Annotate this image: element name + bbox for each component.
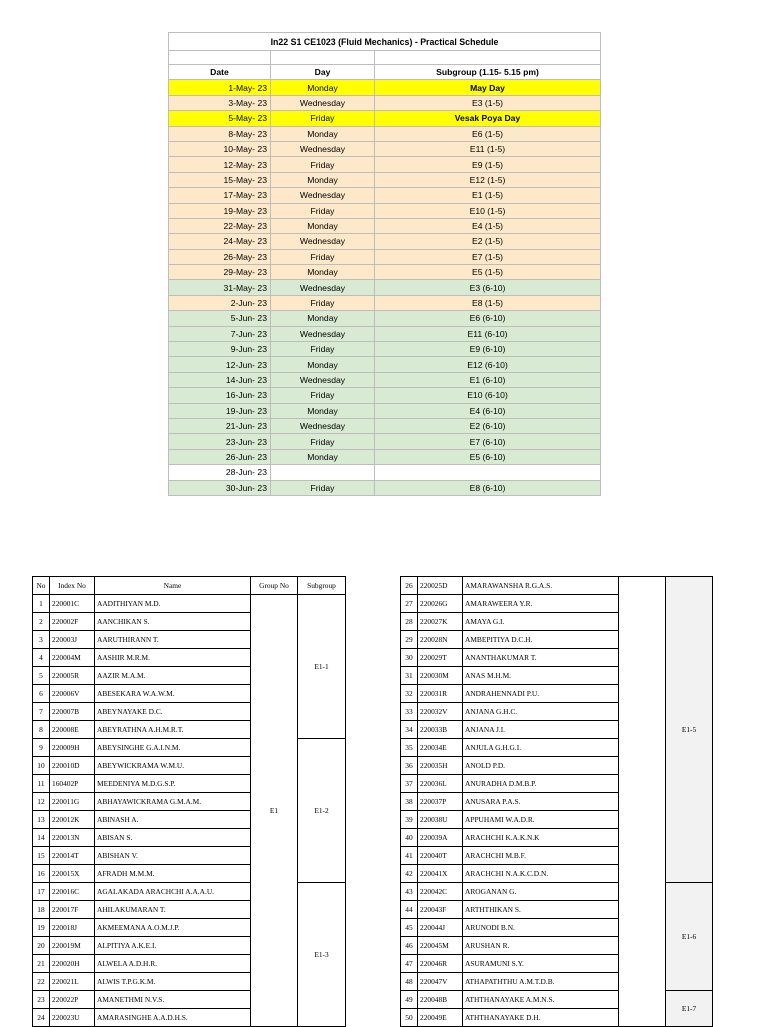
schedule-subgroup: E5 (1-5) [375,265,601,280]
student-list-left [32,576,346,1027]
student-name: ARTHTHIKAN S. [463,901,619,919]
student-name: ANURADHA D.M.B.P. [463,775,619,793]
student-no: 29 [401,631,418,649]
schedule-day: Wednesday [271,141,375,156]
student-index: 220041X [418,865,463,883]
student-index: 220015X [50,865,95,883]
student-no: 40 [401,829,418,847]
student-index: 220005R [50,667,95,685]
schedule-date: 14-Jun- 23 [169,372,271,387]
student-no: 39 [401,811,418,829]
schedule-date: 5-May- 23 [169,111,271,126]
schedule-date: 2-Jun- 23 [169,295,271,310]
student-name: ARUSHAN R. [463,937,619,955]
schedule-date: 24-May- 23 [169,234,271,249]
student-name: ANOLD P.D. [463,757,619,775]
student-name: AMAYA G.I. [463,613,619,631]
schedule-day: Friday [271,295,375,310]
schedule-subgroup: E8 (6-10) [375,480,601,495]
student-index: 220018J [50,919,95,937]
schedule-subgroup: E9 (6-10) [375,342,601,357]
student-no: 37 [401,775,418,793]
student-index: 220037P [418,793,463,811]
student-index: 220049E [418,1009,463,1027]
schedule-day: Friday [271,434,375,449]
schedule-subgroup: E2 (1-5) [375,234,601,249]
schedule-subgroup: E10 (6-10) [375,388,601,403]
student-index: 220014T [50,847,95,865]
schedule-subgroup: May Day [375,80,601,95]
student-no: 32 [401,685,418,703]
student-no: 4 [33,649,50,667]
student-index: 220027K [418,613,463,631]
student-list-right [400,576,713,1027]
schedule-date: 21-Jun- 23 [169,418,271,433]
schedule-date: 9-Jun- 23 [169,342,271,357]
schedule-day: Friday [271,342,375,357]
schedule-row [169,141,601,156]
student-index: 220013N [50,829,95,847]
student-name: MEEDENIYA M.D.G.S.P. [95,775,251,793]
schedule-subgroup: E1 (6-10) [375,372,601,387]
student-no: 23 [33,991,50,1009]
student-index: 220048B [418,991,463,1009]
student-no: 27 [401,595,418,613]
student-name: ARACHCHI M.B.F. [463,847,619,865]
student-name: ABISHAN V. [95,847,251,865]
student-name: AHILAKUMARAN T. [95,901,251,919]
subgroup-cell: E1-6 [666,883,713,991]
group-header: Group No [251,577,298,595]
schedule-day: Wednesday [271,418,375,433]
student-name: ABESEKARA W.A.W.M. [95,685,251,703]
student-row [33,595,346,613]
student-index: 220031R [418,685,463,703]
student-index: 220007B [50,703,95,721]
student-index: 220021L [50,973,95,991]
student-no: 44 [401,901,418,919]
schedule-subgroup: E10 (1-5) [375,203,601,218]
student-name: ATHTHANAYAKE A.M.N.S. [463,991,619,1009]
student-no: 36 [401,757,418,775]
index-header: Index No [50,577,95,595]
schedule-date: 26-Jun- 23 [169,449,271,464]
student-no: 22 [33,973,50,991]
student-index: 220046R [418,955,463,973]
schedule-title: In22 S1 CE1023 (Fluid Mechanics) - Practical Schedule [169,33,601,51]
schedule-date: 12-May- 23 [169,157,271,172]
student-index: 220006V [50,685,95,703]
schedule-day: Monday [271,357,375,372]
schedule-date: 8-May- 23 [169,126,271,141]
schedule-row [169,218,601,233]
student-index: 220045M [418,937,463,955]
schedule-day: Monday [271,218,375,233]
schedule-day: Wednesday [271,372,375,387]
schedule-row [169,449,601,464]
schedule-date: 29-May- 23 [169,265,271,280]
schedule-day: Monday [271,172,375,187]
student-name: ASURAMUNI S.Y. [463,955,619,973]
student-name: AADITHIYAN M.D. [95,595,251,613]
student-no: 7 [33,703,50,721]
schedule-day: Monday [271,449,375,464]
schedule-day: Friday [271,388,375,403]
schedule-row [169,403,601,418]
schedule-day: Wednesday [271,188,375,203]
student-index: 220012K [50,811,95,829]
schedule-row [169,311,601,326]
group-no-cell [619,577,666,1027]
schedule-row [169,418,601,433]
schedule-date: 1-May- 23 [169,80,271,95]
student-no: 48 [401,973,418,991]
student-no: 9 [33,739,50,757]
student-name: AKMEEMANA A.O.M.J.P. [95,919,251,937]
student-index: 220039A [418,829,463,847]
schedule-day: Monday [271,80,375,95]
student-no: 1 [33,595,50,613]
student-no: 6 [33,685,50,703]
student-no: 11 [33,775,50,793]
schedule-date: 26-May- 23 [169,249,271,264]
student-name: ANUSARA P.A.S. [463,793,619,811]
student-name: ATHAPATHTHU A.M.T.D.B. [463,973,619,991]
student-no: 33 [401,703,418,721]
schedule-subgroup: E9 (1-5) [375,157,601,172]
student-index: 220017F [50,901,95,919]
schedule-day: Wednesday [271,326,375,341]
student-name: AMARASINGHE A.A.D.H.S. [95,1009,251,1027]
student-index: 160402P [50,775,95,793]
student-no: 41 [401,847,418,865]
subgroup-header: Subgroup (1.15- 5.15 pm) [375,65,601,80]
schedule-day: Monday [271,311,375,326]
subgroup-cell: E1-7 [666,991,713,1027]
student-index: 220003J [50,631,95,649]
student-name: ANAS M.H.M. [463,667,619,685]
student-name: AFRADH M.M.M. [95,865,251,883]
student-index: 220042C [418,883,463,901]
student-no: 38 [401,793,418,811]
schedule-day: Monday [271,265,375,280]
student-name: ABEYSINGHE G.A.I.N.M. [95,739,251,757]
student-name: ABHAYAWICKRAMA G.M.A.M. [95,793,251,811]
schedule-date: 12-Jun- 23 [169,357,271,372]
schedule-row [169,234,601,249]
student-name: AMANETHMI N.V.S. [95,991,251,1009]
student-name: ATHTHANAYAKE D.H. [463,1009,619,1027]
student-name: APPUHAMI W.A.D.R. [463,811,619,829]
student-no: 12 [33,793,50,811]
student-index: 220035H [418,757,463,775]
schedule-subgroup: E7 (1-5) [375,249,601,264]
student-name: ALWELA A.D.H.R. [95,955,251,973]
student-row [401,883,713,901]
student-index: 220028N [418,631,463,649]
subgroup-cell: E1-3 [298,883,346,1027]
student-no: 10 [33,757,50,775]
student-index: 220009H [50,739,95,757]
schedule-date: 23-Jun- 23 [169,434,271,449]
student-index: 220036L [418,775,463,793]
schedule-row [169,357,601,372]
schedule-day: Friday [271,203,375,218]
schedule-date: 28-Jun- 23 [169,465,271,480]
schedule-subgroup: E6 (6-10) [375,311,601,326]
schedule-day: Friday [271,249,375,264]
student-no: 20 [33,937,50,955]
student-no: 24 [33,1009,50,1027]
schedule-subgroup: E11 (1-5) [375,141,601,156]
schedule-row [169,203,601,218]
student-index: 220026G [418,595,463,613]
student-name: ANANTHAKUMAR T. [463,649,619,667]
student-no: 43 [401,883,418,901]
day-header: Day [271,65,375,80]
student-index: 220022P [50,991,95,1009]
schedule-day: Friday [271,480,375,495]
student-no: 35 [401,739,418,757]
student-index: 220010D [50,757,95,775]
schedule-date: 30-Jun- 23 [169,480,271,495]
student-index: 220038U [418,811,463,829]
student-no: 26 [401,577,418,595]
schedule-row [169,280,601,295]
student-list-header [33,577,346,595]
schedule-day: Monday [271,403,375,418]
student-no: 18 [33,901,50,919]
student-row [33,739,346,757]
schedule-subgroup: E3 (6-10) [375,280,601,295]
schedule-subgroup: E3 (1-5) [375,95,601,110]
student-name: AMARAWEERA Y.R. [463,595,619,613]
schedule-day: Friday [271,157,375,172]
subgroup-header: Subgroup [298,577,346,595]
subgroup-cell: E1-5 [666,577,713,883]
schedule-subgroup: E4 (6-10) [375,403,601,418]
student-index: 220040T [418,847,463,865]
schedule-subgroup: E5 (6-10) [375,449,601,464]
schedule-row [169,372,601,387]
student-no: 2 [33,613,50,631]
student-index: 220025D [418,577,463,595]
student-no: 3 [33,631,50,649]
schedule-date: 10-May- 23 [169,141,271,156]
student-name: AROGANAN G. [463,883,619,901]
schedule-subgroup: E12 (6-10) [375,357,601,372]
name-header: Name [95,577,251,595]
student-name: ABISAN S. [95,829,251,847]
schedule-row [169,126,601,141]
student-list-right-body [401,577,713,1027]
student-no: 30 [401,649,418,667]
student-no: 47 [401,955,418,973]
student-index: 220047V [418,973,463,991]
student-no: 49 [401,991,418,1009]
student-name: AANCHIKAN S. [95,613,251,631]
student-name: ABEYNAYAKE D.C. [95,703,251,721]
subgroup-cell: E1-1 [298,595,346,739]
schedule-date: 17-May- 23 [169,188,271,203]
student-index: 220019M [50,937,95,955]
no-header: No [33,577,50,595]
student-no: 17 [33,883,50,901]
student-name: ANJANA G.H.C. [463,703,619,721]
student-name: ABEYRATHNA A.H.M.R.T. [95,721,251,739]
student-no: 45 [401,919,418,937]
student-index: 220043F [418,901,463,919]
schedule-date: 5-Jun- 23 [169,311,271,326]
student-index: 220001C [50,595,95,613]
student-no: 46 [401,937,418,955]
schedule-day: Wednesday [271,234,375,249]
schedule-row [169,295,601,310]
student-index: 220011G [50,793,95,811]
student-name: ABINASH A. [95,811,251,829]
group-no-cell: E1 [251,595,298,1027]
schedule-day: Monday [271,126,375,141]
schedule-subgroup: E7 (6-10) [375,434,601,449]
student-no: 31 [401,667,418,685]
student-index: 220008E [50,721,95,739]
student-name: ANDRAHENNADI P.U. [463,685,619,703]
student-no: 15 [33,847,50,865]
schedule-row [169,388,601,403]
schedule-row [169,172,601,187]
student-index: 220034E [418,739,463,757]
schedule-date: 3-May- 23 [169,95,271,110]
schedule-row [169,434,601,449]
schedule-date: 19-Jun- 23 [169,403,271,418]
student-no: 8 [33,721,50,739]
student-no: 5 [33,667,50,685]
student-index: 220002F [50,613,95,631]
student-name: ARACHCHI K.A.K.N.K [463,829,619,847]
student-name: AARUTHIRANN T. [95,631,251,649]
student-name: AAZIR M.A.M. [95,667,251,685]
schedule-row [169,95,601,110]
schedule-row [169,111,601,126]
student-index: 220044J [418,919,463,937]
schedule-subgroup: E1 (1-5) [375,188,601,203]
student-row [401,991,713,1009]
student-row [33,883,346,901]
schedule-subgroup: E11 (6-10) [375,326,601,341]
schedule-row [169,188,601,203]
schedule-subgroup [375,465,601,480]
schedule-blank-row [169,51,601,65]
schedule-row [169,480,601,495]
student-index: 220016C [50,883,95,901]
schedule-date: 31-May- 23 [169,280,271,295]
student-index: 220004M [50,649,95,667]
schedule-date: 22-May- 23 [169,218,271,233]
student-no: 50 [401,1009,418,1027]
schedule-subgroup: E2 (6-10) [375,418,601,433]
student-name: ABEYWICKRAMA W.M.U. [95,757,251,775]
student-name: AMARAWANSHA R.G.A.S. [463,577,619,595]
student-no: 42 [401,865,418,883]
student-name: ALPITIYA A.K.E.I. [95,937,251,955]
schedule-subgroup: E12 (1-5) [375,172,601,187]
student-name: ALWIS T.P.G.K.M. [95,973,251,991]
schedule-date: 15-May- 23 [169,172,271,187]
schedule-subgroup: E4 (1-5) [375,218,601,233]
schedule-day [271,465,375,480]
schedule-row [169,326,601,341]
student-name: AGALAKADA ARACHCHI A.A.A.U. [95,883,251,901]
schedule-subgroup: Vesak Poya Day [375,111,601,126]
student-index: 220033B [418,721,463,739]
student-name: AMBEPITIYA D.C.H. [463,631,619,649]
schedule-body [169,33,601,496]
student-name: ANJANA J.I. [463,721,619,739]
schedule-row [169,342,601,357]
practical-schedule-table [168,32,601,496]
schedule-title-row [169,33,601,51]
student-index: 220023U [50,1009,95,1027]
student-index: 220020H [50,955,95,973]
schedule-subgroup: E6 (1-5) [375,126,601,141]
schedule-row [169,249,601,264]
schedule-day: Wednesday [271,95,375,110]
student-no: 28 [401,613,418,631]
schedule-subgroup: E8 (1-5) [375,295,601,310]
student-no: 14 [33,829,50,847]
student-name: AASHIR M.R.M. [95,649,251,667]
student-no: 16 [33,865,50,883]
schedule-day: Friday [271,111,375,126]
schedule-day: Wednesday [271,280,375,295]
student-index: 220030M [418,667,463,685]
student-no: 19 [33,919,50,937]
student-name: ARACHCHI N.A.K.C.D.N. [463,865,619,883]
schedule-header-row [169,65,601,80]
student-list-left-body [33,577,346,1027]
schedule-row [169,80,601,95]
student-name: ANJULA G.H.G.I. [463,739,619,757]
schedule-date: 19-May- 23 [169,203,271,218]
student-name: ARUNODI B.N. [463,919,619,937]
student-index: 220029T [418,649,463,667]
student-no: 21 [33,955,50,973]
date-header: Date [169,65,271,80]
subgroup-cell: E1-2 [298,739,346,883]
student-no: 34 [401,721,418,739]
student-no: 13 [33,811,50,829]
schedule-date: 16-Jun- 23 [169,388,271,403]
schedule-row [169,465,601,480]
student-index: 220032V [418,703,463,721]
student-row [401,577,713,595]
schedule-row [169,157,601,172]
schedule-row [169,265,601,280]
schedule-date: 7-Jun- 23 [169,326,271,341]
